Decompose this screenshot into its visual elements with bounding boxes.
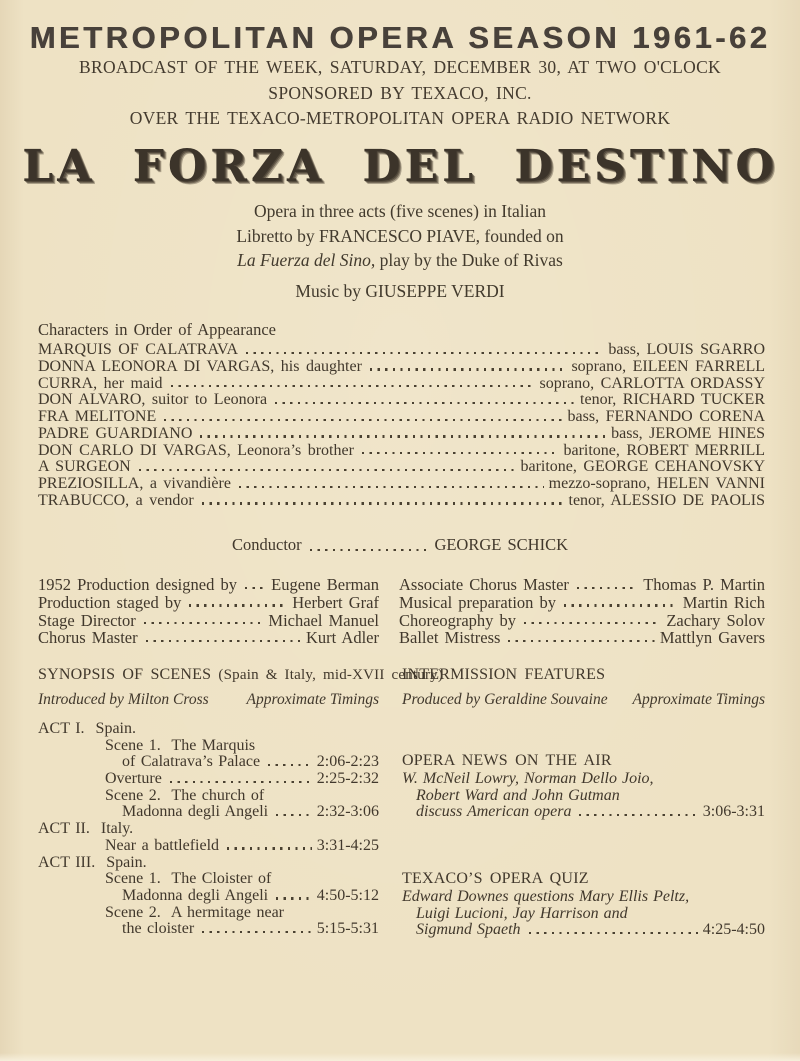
dotted-leader — [171, 385, 535, 387]
dotted-leader — [362, 452, 559, 454]
opera-description — [0, 199, 800, 303]
synopsis-subheading — [38, 691, 379, 709]
scene-line: Scene 2. A hermitage near — [105, 903, 284, 921]
dotted-leader — [529, 932, 698, 934]
credit-label: Stage Director — [38, 610, 136, 630]
timings-label: Approximate Timings — [632, 691, 765, 708]
cast-role: MARQUIS OF CALATRAVA — [38, 341, 239, 358]
dotted-leader — [227, 847, 312, 849]
dotted-leader — [370, 368, 567, 370]
conductor-label: Conductor — [232, 535, 302, 554]
dotted-leader — [579, 814, 697, 816]
cast-row — [38, 458, 765, 475]
credit-label: Associate Chorus Master — [399, 575, 569, 594]
intermission-column — [402, 666, 765, 938]
credit-row — [38, 611, 379, 629]
scene-timing-line: the cloister 5:15-5:31 — [122, 920, 379, 938]
scene-timing-line: Near a battlefield 3:31-4:25 — [105, 836, 379, 854]
dotted-leader — [276, 814, 312, 816]
desc-line-3-rest: play by the Duke of Rivas — [375, 250, 563, 270]
timing-value: 3:06-3:31 — [702, 803, 765, 821]
conductor-row — [0, 535, 800, 555]
timing-value: 5:15-5:31 — [316, 920, 379, 938]
feature-line: Robert Ward and John Gutman — [416, 786, 620, 804]
cast-role: CURRA, her maid — [38, 374, 163, 392]
timing-value: 3:31-4:25 — [316, 836, 379, 854]
cast-row — [38, 358, 765, 375]
dotted-leader — [268, 764, 312, 766]
produced-by: Produced by Geraldine Souvaine — [402, 691, 608, 708]
scene-line: Scene 1. The Marquis — [105, 736, 256, 754]
dotted-leader — [139, 469, 516, 471]
production-credits — [38, 575, 765, 646]
dotted-leader — [524, 622, 661, 624]
feature-opera-quiz — [402, 870, 765, 938]
cast-artist: tenor, RICHARD TUCKER — [580, 391, 765, 409]
credit-name: Eugene Berman — [271, 575, 379, 594]
act-line: ACT I. Spain. — [38, 720, 136, 737]
cast-role: DON CARLO DI VARGAS, Leonora’s brother — [38, 441, 354, 459]
dotted-leader — [202, 502, 564, 504]
conductor-name: GEORGE SCHICK — [434, 535, 568, 554]
cast-role: A SURGEON — [38, 458, 131, 476]
cast-row — [38, 442, 765, 459]
feature-line: Edward Downes questions Mary Ellis Peltz, — [402, 888, 690, 906]
feature-timing-line: Sigmund Spaeth 4:25-4:50 — [416, 921, 765, 939]
introduced-by: Introduced by Milton Cross — [38, 691, 209, 708]
dotted-leader — [189, 604, 287, 606]
intermission-subheading — [402, 691, 765, 709]
dotted-leader — [202, 931, 312, 933]
composer-line: Music by GIUSEPPE VERDI — [295, 280, 505, 301]
feature-line: W. McNeil Lowry, Norman Dello Joio, — [402, 770, 654, 787]
timing-value: 2:06-2:23 — [316, 753, 379, 771]
sponsor-line: SPONSORED BY TEXACO, INC. — [268, 83, 532, 103]
cast-list — [38, 341, 765, 509]
credit-row — [399, 611, 765, 629]
dotted-leader — [164, 419, 562, 421]
timing-value: 4:50-5:12 — [316, 886, 379, 904]
scene-line: Scene 2. The church of — [105, 786, 265, 804]
credit-row — [38, 593, 379, 611]
cast-artist: tenor, ALESSIO DE PAOLIS — [568, 491, 765, 509]
credit-row — [38, 575, 379, 593]
cast-artist: mezzo-soprano, HELEN VANNI — [548, 475, 765, 492]
feature-line: Luigi Lucioni, Jay Harrison and — [416, 904, 628, 922]
credit-name: Mattlyn Gavers — [659, 628, 765, 648]
timings-label: Approximate Timings — [246, 691, 379, 708]
cast-row — [38, 425, 765, 442]
desc-line-2: Libretto by FRANCESCO PIAVE, founded on — [236, 225, 564, 246]
credit-label: Chorus Master — [38, 628, 138, 648]
dotted-leader — [146, 640, 301, 642]
page-title: METROPOLITAN OPERA SEASON 1961-62 — [29, 20, 771, 55]
cast-role: PREZIOSILLA, a vivandière — [38, 475, 231, 492]
cast-row — [38, 391, 765, 408]
cast-row — [38, 341, 765, 358]
feature-heading: TEXACO’S OPERA QUIZ — [402, 870, 589, 888]
dotted-leader — [508, 640, 654, 642]
cast-artist: bass, LOUIS SGARRO — [608, 341, 765, 358]
timing-value: 2:25-2:32 — [316, 770, 379, 788]
credit-label: 1952 Production designed by — [38, 575, 237, 594]
credit-name: Zachary Solov — [666, 610, 765, 630]
intermission-heading: INTERMISSION FEATURES — [402, 666, 606, 683]
cast-role: TRABUCCO, a vendor — [38, 491, 194, 509]
scene-timing-line: of Calatrava’s Palace 2:06-2:23 — [122, 753, 379, 771]
dotted-leader — [200, 435, 606, 437]
credit-row — [399, 593, 765, 611]
source-play-title: La Fuerza del Sino, — [237, 250, 376, 270]
network-line: OVER THE TEXACO-METROPOLITAN OPERA RADIO NETWORK — [129, 108, 671, 128]
timing-value: 2:32-3:06 — [316, 803, 379, 821]
dotted-leader — [246, 352, 603, 354]
credit-label: Choreography by — [399, 610, 517, 630]
dotted-leader — [170, 781, 312, 783]
cast-artist: soprano, EILEEN FARRELL — [571, 357, 765, 375]
credit-label: Ballet Mistress — [399, 628, 501, 648]
synopsis-column — [38, 666, 444, 938]
credit-name: Kurt Adler — [305, 628, 379, 648]
act-line: ACT III. Spain. — [38, 853, 147, 871]
opera-title: LA FORZA DEL DESTINO — [22, 141, 778, 192]
desc-line-1: Opera in three acts (five scenes) in Italian — [253, 201, 546, 221]
timing-value: 4:25-4:50 — [702, 921, 765, 939]
credit-name: Herbert Graf — [292, 592, 379, 612]
cast-artist: baritone, GEORGE CEHANOVSKY — [520, 458, 765, 476]
dotted-leader — [310, 549, 430, 551]
dotted-leader — [239, 486, 544, 488]
dotted-leader — [275, 402, 575, 404]
scene-timing-line: Madonna degli Angeli 4:50-5:12 — [122, 886, 379, 904]
credit-row — [38, 628, 379, 646]
cast-artist: baritone, ROBERT MERRILL — [563, 441, 765, 459]
cast-artist: bass, JEROME HINES — [611, 424, 765, 442]
synopsis-lines — [38, 720, 379, 937]
cast-row — [38, 475, 765, 492]
cast-role: DON ALVARO, suitor to Leonora — [38, 391, 268, 409]
characters-heading: Characters in Order of Appearance — [38, 320, 276, 339]
credit-name: Thomas P. Martin — [643, 575, 765, 594]
dotted-leader — [245, 587, 266, 589]
feature-timing-line: discuss American opera 3:06-3:31 — [416, 803, 765, 821]
credit-row — [399, 628, 765, 646]
dotted-leader — [144, 622, 264, 624]
broadcast-line: BROADCAST OF THE WEEK, SATURDAY, DECEMBER 30, AT TWO O'CLOCK — [79, 57, 721, 77]
scene-line: Scene 1. The Cloister of — [105, 870, 272, 888]
credits-left-column — [38, 575, 379, 646]
credit-row — [399, 575, 765, 593]
dotted-leader — [564, 604, 678, 606]
scene-timing-line: Madonna degli Angeli 2:32-3:06 — [122, 803, 379, 821]
credit-label: Production staged by — [38, 592, 182, 612]
feature-heading: OPERA NEWS ON THE AIR — [402, 752, 612, 769]
cast-artist: bass, FERNANDO CORENA — [567, 408, 765, 425]
desc-line-3 — [0, 248, 800, 273]
cast-role: FRA MELITONE — [38, 408, 157, 425]
synopsis-heading-note: (Spain & Italy, mid-XVII century) — [218, 667, 444, 683]
credit-name: Martin Rich — [682, 592, 765, 612]
feature-opera-news — [402, 752, 765, 820]
synopsis-heading: SYNOPSIS OF SCENES (Spain & Italy, mid-XVII century) — [38, 666, 444, 683]
cast-row — [38, 492, 765, 509]
scene-timing-line: Overture 2:25-2:32 — [105, 770, 379, 788]
credit-name: Michael Manuel — [268, 610, 379, 630]
cast-row — [38, 408, 765, 425]
cast-role: PADRE GUARDIANO — [38, 424, 193, 442]
dotted-leader — [276, 897, 312, 899]
cast-role: DONNA LEONORA DI VARGAS, his daughter — [38, 357, 362, 375]
cast-artist: soprano, CARLOTTA ORDASSY — [539, 374, 765, 392]
cast-row — [38, 375, 765, 392]
credit-label: Musical preparation by — [399, 592, 557, 612]
act-line: ACT II. Italy. — [38, 820, 134, 838]
dotted-leader — [577, 587, 638, 589]
credits-right-column — [399, 575, 765, 646]
